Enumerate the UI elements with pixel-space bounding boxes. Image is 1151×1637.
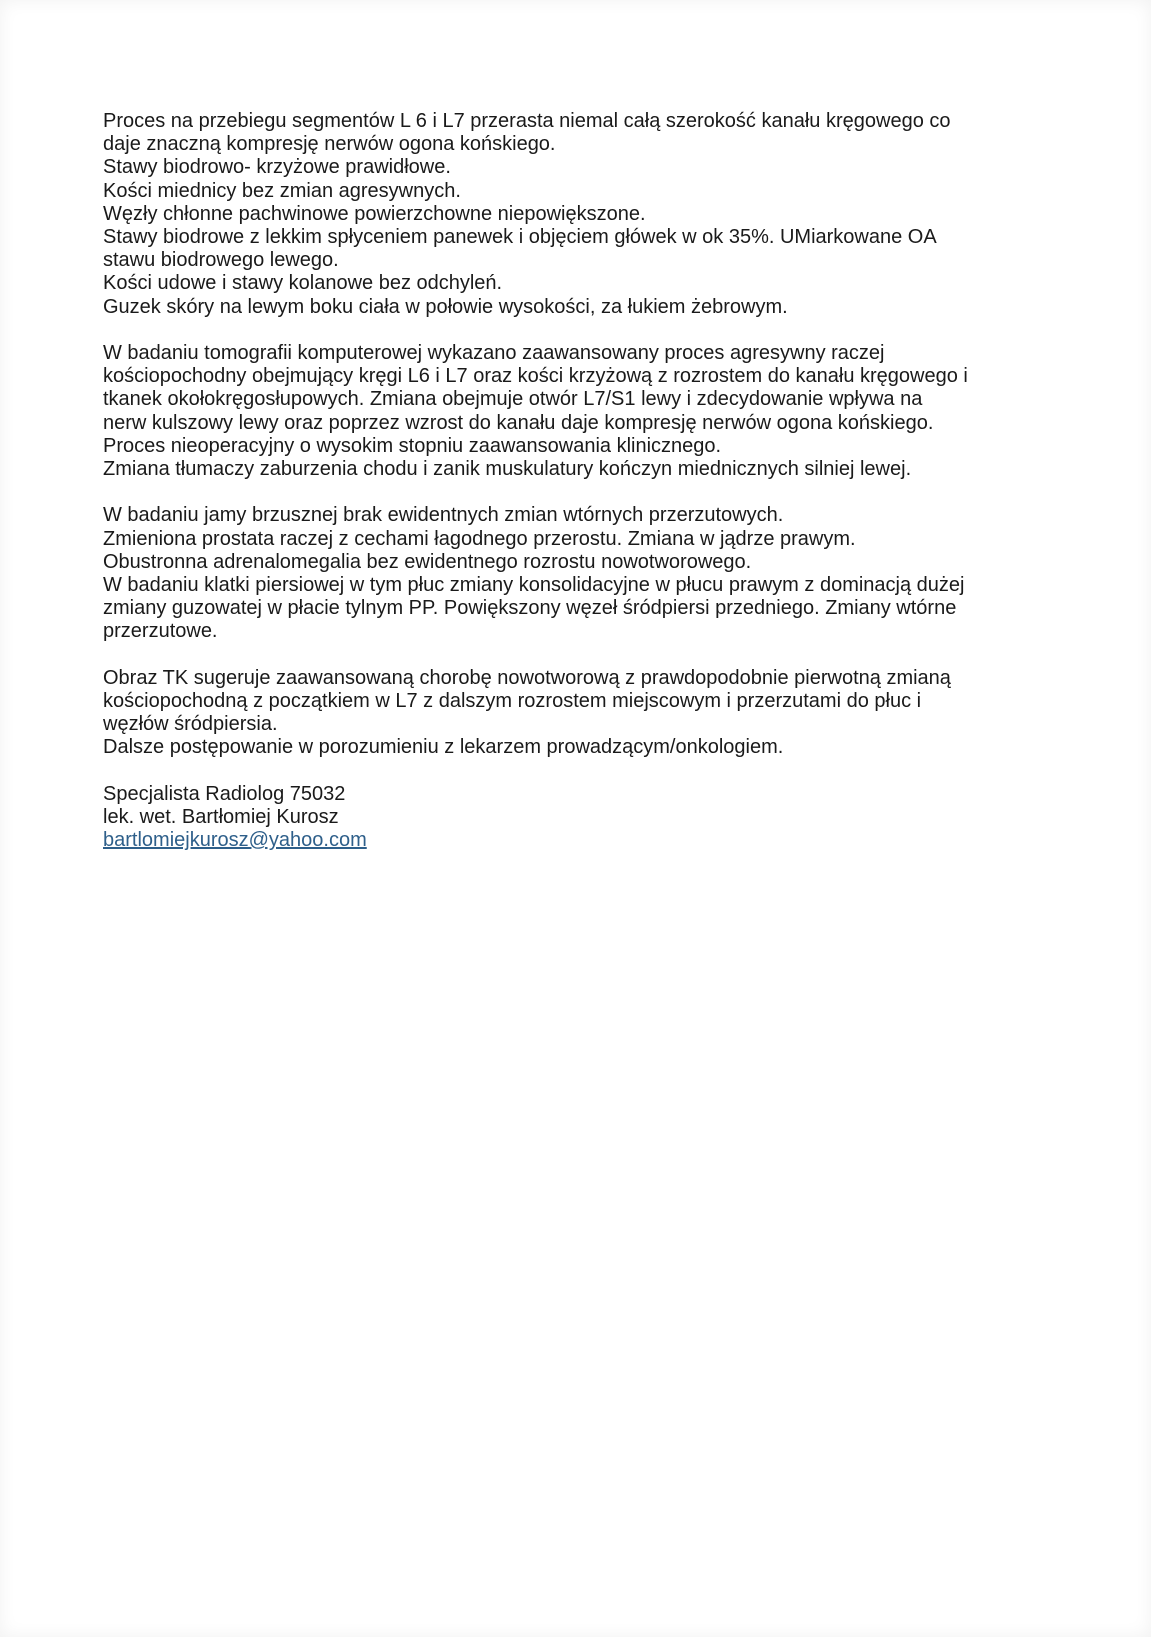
- text-line: tkanek okołokręgosłupowych. Zmiana obejmuje otwór L7/S1 lewy i zdecydowanie wpływa na: [103, 388, 923, 411]
- text-line: stawu biodrowego lewego.: [103, 249, 339, 272]
- paragraph-conclusion: [103, 667, 1083, 760]
- text-line: przerzutowe.: [103, 620, 218, 643]
- paragraph-ct-findings: [103, 342, 1083, 481]
- signature-block: [103, 783, 1083, 853]
- text-line: Dalsze postępowanie w porozumieniu z lekarzem prowadzącym/onkologiem.: [103, 736, 784, 759]
- text-line: Węzły chłonne pachwinowe powierzchowne niepowiększone.: [103, 202, 646, 225]
- signature-name: lek. wet. Bartłomiej Kurosz: [103, 806, 339, 829]
- text-line: Kości udowe i stawy kolanowe bez odchyleń.: [103, 272, 503, 295]
- text-line: kościopochodny obejmujący kręgi L6 i L7 oraz kości krzyżową z rozrostem do kanału kręgowego i: [103, 365, 968, 388]
- text-line: Obustronna adrenalomegalia bez ewidentnego rozrostu nowotworowego.: [103, 550, 752, 573]
- text-line: Proces nieoperacyjny o wysokim stopniu zaawansowania klinicznego.: [103, 434, 722, 457]
- signature-email-link[interactable]: bartlomiejkurosz@yahoo.com: [103, 829, 367, 852]
- text-line: W badaniu klatki piersiowej w tym płuc zmiany konsolidacyjne w płucu prawym z dominacją dużej: [103, 574, 965, 597]
- text-line: Proces na przebiegu segmentów L 6 i L7 przerasta niemal całą szerokość kanału kręgowego co: [103, 110, 951, 132]
- text-line: Guzek skóry na lewym boku ciała w połowie wysokości, za łukiem żebrowym.: [103, 295, 788, 318]
- report-body: [103, 110, 1083, 852]
- signature-title: Specjalista Radiolog 75032: [103, 782, 346, 805]
- paragraph-abdomen-thorax: [103, 504, 1083, 643]
- text-line: zmiany guzowatej w płacie tylnym PP. Powiększony węzeł śródpiersi przedniego. Zmiany wtórne: [103, 597, 957, 620]
- text-line: Kości miednicy bez zmian agresywnych.: [103, 179, 461, 202]
- text-line: Stawy biodrowo- krzyżowe prawidłowe.: [103, 156, 451, 179]
- text-line: Obraz TK sugeruje zaawansowaną chorobę nowotworową z prawdopodobnie pierwotną zmianą: [103, 666, 951, 689]
- paragraph-spacer: [103, 760, 1083, 783]
- text-line: Zmieniona prostata raczej z cechami łagodnego przerostu. Zmiana w jądrze prawym.: [103, 527, 856, 550]
- paragraph-findings: [103, 110, 1083, 319]
- text-line: W badaniu jamy brzusznej brak ewidentnych zmian wtórnych przerzutowych.: [103, 504, 784, 527]
- text-line: daje znaczną kompresję nerwów ogona końskiego.: [103, 133, 556, 156]
- text-line: węzłów śródpiersia.: [103, 713, 278, 736]
- text-line: W badaniu tomografii komputerowej wykazano zaawansowany proces agresywny raczej: [103, 342, 885, 365]
- paragraph-spacer: [103, 481, 1083, 504]
- paragraph-spacer: [103, 644, 1083, 667]
- text-line: kościopochodną z początkiem w L7 z dalszym rozrostem miejscowym i przerzutami do płuc i: [103, 690, 922, 713]
- paragraph-spacer: [103, 319, 1083, 342]
- text-line: nerw kulszowy lewy oraz poprzez wzrost do kanału daje kompresję nerwów ogona końskiego.: [103, 411, 934, 434]
- text-line: Zmiana tłumaczy zaburzenia chodu i zanik muskulatury kończyn miednicznych silniej lewej.: [103, 458, 912, 481]
- text-line: Stawy biodrowe z lekkim spłyceniem panewek i objęciem główek w ok 35%. UMiarkowane OA: [103, 226, 937, 249]
